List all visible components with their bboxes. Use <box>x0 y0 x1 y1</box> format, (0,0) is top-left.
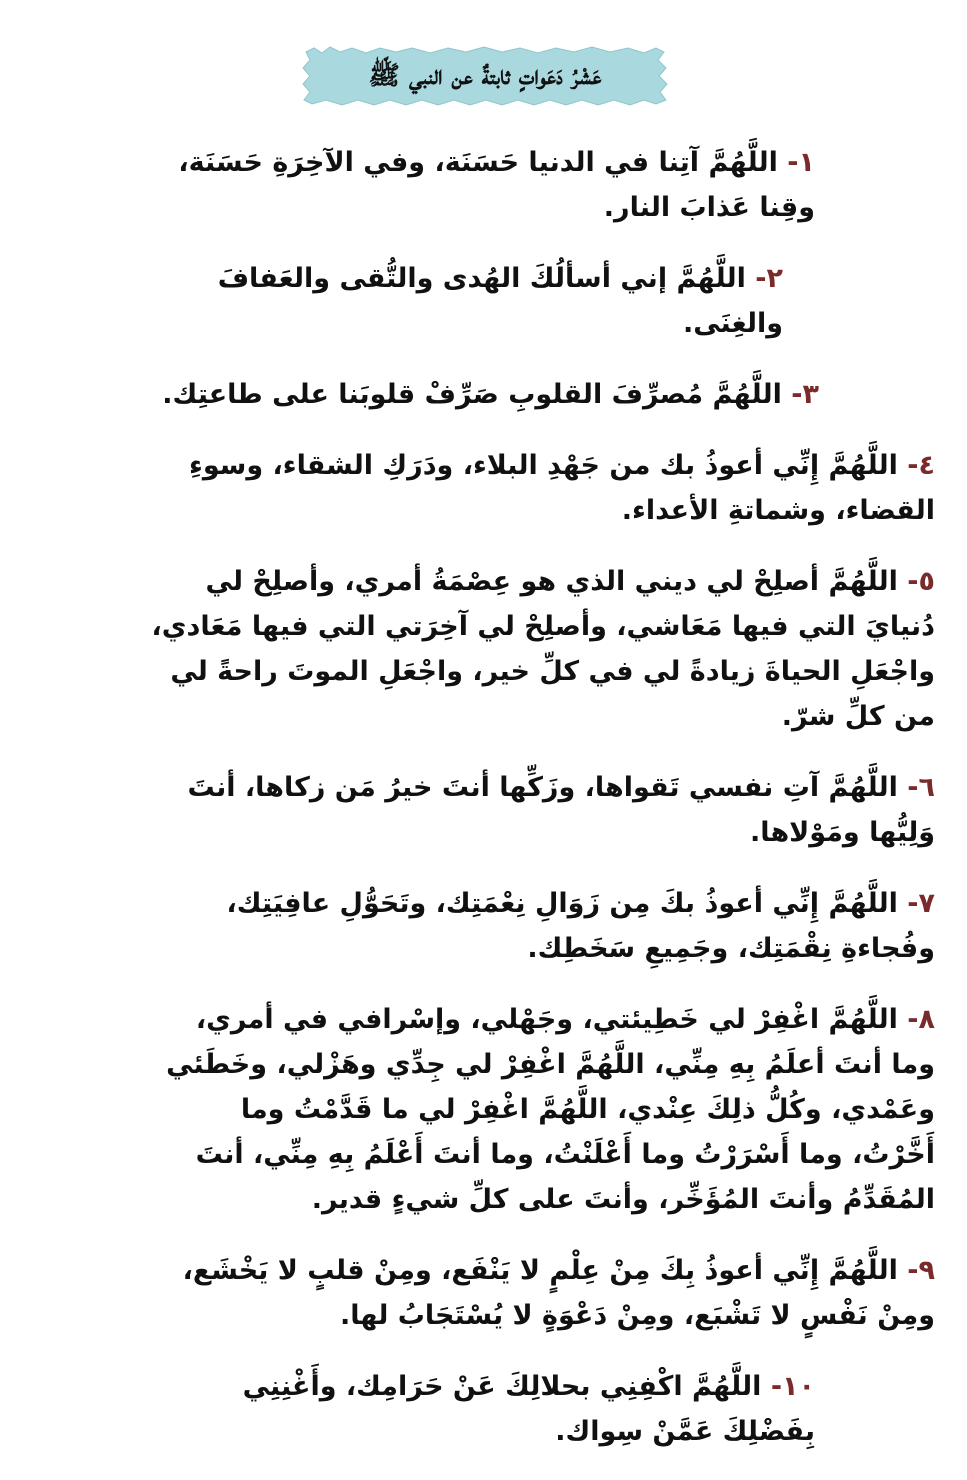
item-text: اللَّهُمَّ مُصرِّفَ القلوبِ صَرِّفْ قلوبَنا على طاعتِك. <box>162 379 782 410</box>
item-text: اللَّهُمَّ اغْفِرْ لي خَطِيئتي، وجَهْلي، وإسْرافي في أمري، وما أنتَ أعلَمُ بِهِ مِنِّي، اللَّهُمَّ اغْفِرْ لي جِدِّي وهَزْلي، وخَطَئي وعَمْدي، وكُلُّ ذلِكَ عِنْدي، اللَّهُمَّ اغْفِرْ لي ما قَدَّمْتُ وما أَخَّرْتُ، وما أَسْرَرْتُ وما أَعْلَنْتُ، وما أنتَ أَعْلَمُ بِهِ مِنِّي، أنتَ المُقَدِّمُ وأنتَ المُؤَخِّر، وأنتَ على كلِّ شيءٍ قدير. <box>166 1004 935 1215</box>
item-number: ٣- <box>791 379 819 410</box>
item-number: ١- <box>787 147 815 178</box>
page-title: عَشْرُ دَعَواتٍ ثابتةٌ عن النبي ﷺ <box>368 61 602 91</box>
item-text: اللَّهُمَّ إني أسألُكَ الهُدى والتُّقى والعَفافَ والغِنَى. <box>217 263 783 339</box>
item-text: اللَّهُمَّ إِنِّي أعوذُ بكَ مِن زَوَالِ نِعْمَتِك، وتَحَوُّلِ عافِيَتِك، وفُجاءةِ نِقْمَتِك، وجَمِيعِ سَخَطِك. <box>226 888 935 964</box>
item-number: ١٠- <box>770 1371 815 1402</box>
item-number: ٦- <box>907 772 935 803</box>
item-text: اللَّهُمَّ آتِنا في الدنيا حَسَنَة، وفي الآخِرَةِ حَسَنَة، وقِنا عَذابَ النار. <box>178 147 815 223</box>
list-item <box>150 1248 935 1338</box>
item-number: ٨- <box>907 1004 935 1035</box>
item-number: ٢- <box>755 263 783 294</box>
item-number: ٩- <box>907 1255 935 1286</box>
list-item <box>150 881 935 971</box>
dua-list <box>150 140 935 1480</box>
list-item <box>150 140 935 230</box>
list-item <box>150 256 935 346</box>
item-text: اللَّهُمَّ أصلِحْ لي ديني الذي هو عِصْمَةُ أمري، وأصلِحْ لي دُنيايَ التي فيها مَعَاشي، وأصلِحْ لي آخِرَتي التي فيها مَعَادي، واجْعَلِ الحياةَ زيادةً لي في كلِّ خير، واجْعَلِ الموتَ راحةً لي من كلِّ شرّ. <box>151 566 935 732</box>
list-item <box>150 1364 935 1454</box>
list-item <box>150 765 935 855</box>
item-number: ٤- <box>907 450 935 481</box>
item-number: ٥- <box>907 566 935 597</box>
item-text: اللَّهُمَّ آتِ نفسي تَقواها، وزَكِّها أنتَ خيرُ مَن زكاها، أنتَ وَلِيُّها ومَوْلاها. <box>187 772 935 848</box>
list-item <box>150 559 935 739</box>
item-text: اللَّهُمَّ إِنِّي أعوذُ بك من جَهْدِ البلاء، ودَرَكِ الشقاء، وسوءِ القضاء، وشماتةِ الأعداء. <box>189 450 935 526</box>
item-text: اللَّهُمَّ اكْفِنِي بحلالِكَ عَنْ حَرَامِك، وأَغْنِنِي بِفَضْلِكَ عَمَّنْ سِواك. <box>242 1371 815 1447</box>
list-item <box>150 372 935 417</box>
item-text: اللَّهُمَّ إِنِّي أعوذُ بِكَ مِنْ عِلْمٍ لا يَنْفَع، ومِنْ قلبٍ لا يَخْشَع، ومِنْ نَفْسٍ لا تَشْبَع، ومِنْ دَعْوَةٍ لا يُسْتَجَابُ لها. <box>182 1255 935 1331</box>
list-item <box>150 997 935 1222</box>
item-number: ٧- <box>907 888 935 919</box>
list-item <box>150 443 935 533</box>
title-ribbon <box>300 44 670 108</box>
